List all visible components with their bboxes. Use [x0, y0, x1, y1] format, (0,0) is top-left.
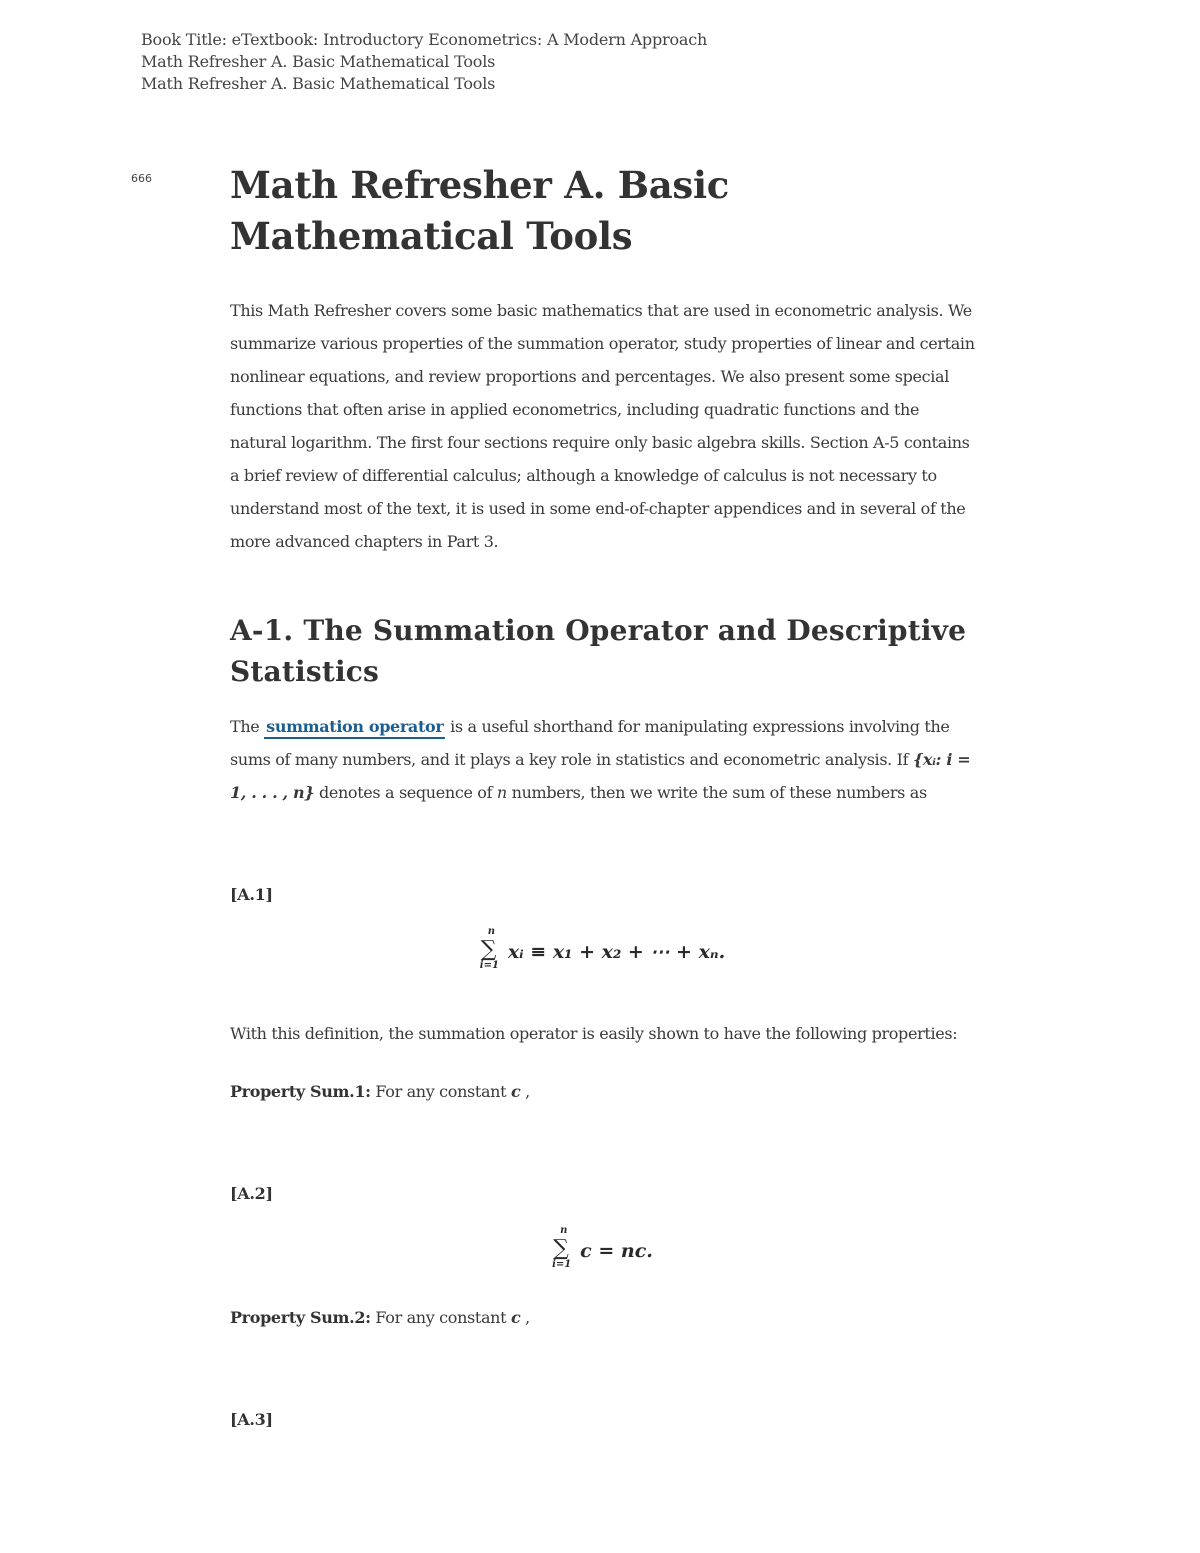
- sigma-icon: ∑: [480, 937, 497, 962]
- property-sum-1: [230, 1075, 975, 1108]
- summation-symbol: [480, 927, 502, 977]
- running-head: [141, 29, 707, 95]
- n-symbol: n: [496, 783, 507, 802]
- para-text-start: The: [230, 717, 260, 736]
- sum-lower-limit: i=1: [479, 960, 499, 971]
- equation-a1: [230, 927, 975, 977]
- sum-upper-limit: n: [487, 926, 496, 937]
- property-sum-2: [230, 1301, 975, 1334]
- constant-c-symbol: c: [510, 1308, 521, 1327]
- intro-paragraph: This Math Refresher covers some basic mathematics that are used in econometric analysis. We summarize various properties of the summation operator, study properties of linear and certain nonlinear equations, and review proportions and percentages. We also present some special functions that often arise in applied econometrics, including quadratic functions and the natural logarithm. The first four sections require only basic algebra skills. Section A-5 contains a brief review of differential calculus; although a knowledge of calculus is not necessary to understand most of the text, it is used in some end-of-chapter appendices and in several of the more advanced chapters in Part 3.: [230, 301, 975, 551]
- summation-properties-intro: With this definition, the summation operator is easily shown to have the following properties:: [230, 1024, 958, 1043]
- sigma-icon: ∑: [553, 1236, 569, 1261]
- para-text-end: numbers, then we write the sum of these numbers as: [511, 783, 927, 802]
- sequence-math: {xᵢ: i = 1, . . . , n}: [230, 750, 971, 802]
- book-title: Book Title: eTextbook: Introductory Econometrics: A Modern Approach: [141, 30, 708, 49]
- section-paragraph: [230, 710, 975, 809]
- sum-lower-limit: i=1: [552, 1259, 572, 1270]
- property-sum-1-punct: ,: [525, 1082, 530, 1101]
- running-head-section: Math Refresher A. Basic Mathematical Tools: [141, 74, 496, 93]
- property-sum-1-label: Property Sum.1:: [230, 1082, 371, 1101]
- property-sum-2-punct: ,: [525, 1308, 530, 1327]
- summation-symbol: [552, 1226, 574, 1276]
- equation-label-a1: [A.1]: [230, 885, 273, 904]
- property-sum-1-text: For any constant: [375, 1082, 507, 1101]
- page-number: 666: [131, 172, 152, 185]
- property-sum-2-label: Property Sum.2:: [230, 1308, 371, 1327]
- page-content: [230, 160, 975, 1432]
- equation-a2: [230, 1226, 975, 1276]
- equation-label-a2: [A.2]: [230, 1184, 273, 1203]
- section-heading: A-1. The Summation Operator and Descriptive Statistics: [230, 614, 967, 688]
- constant-c-symbol: c: [510, 1082, 521, 1101]
- chapter-title: Math Refresher A. Basic Mathematical Tools: [230, 163, 729, 258]
- summation-operator-link[interactable]: summation operator: [264, 717, 445, 739]
- running-head-chapter: Math Refresher A. Basic Mathematical Tools: [141, 52, 496, 71]
- equation-label-a3: [A.3]: [230, 1410, 273, 1429]
- para-text-after-math: denotes a sequence of: [318, 783, 493, 802]
- para-text-middle: is a useful shorthand for manipulating expressions involving the sums of many numbers, and it plays a key role in statistics and econometric analysis. If: [230, 717, 950, 769]
- equation-a2-body: c = nc.: [580, 1240, 653, 1262]
- sum-upper-limit: n: [560, 1225, 568, 1236]
- equation-a1-body: xᵢ ≡ x₁ + x₂ + ⋯ + xₙ.: [507, 941, 726, 963]
- property-sum-2-text: For any constant: [375, 1308, 507, 1327]
